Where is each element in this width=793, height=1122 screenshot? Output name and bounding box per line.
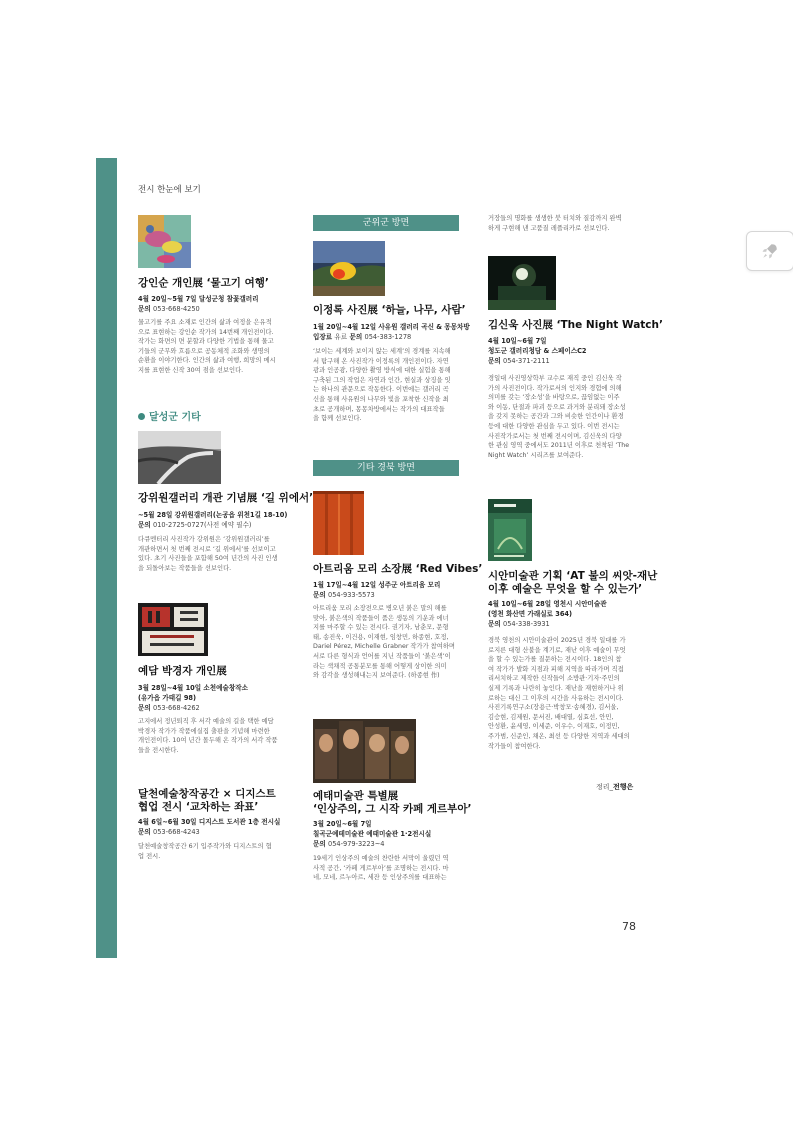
exhibit-date-place: 1월 20일~4월 12일 사유원 갤러리 곡신 & 몽몽차방 <box>313 323 470 331</box>
exhibit-date-place: 1월 17일~4월 12일 성주군 아트리움 모리 <box>313 581 441 589</box>
floating-action-button[interactable] <box>746 231 793 271</box>
section-label: 전시 한눈에 보기 <box>138 185 201 195</box>
exhibit-contact: 문의 054-338-3931 <box>488 620 550 628</box>
rocket-icon <box>761 242 779 260</box>
editor-credit: 정리_전행은 <box>596 783 634 791</box>
artwork-image-wood-carving <box>138 603 208 656</box>
artwork-image-fish-travel <box>138 215 191 268</box>
bullet-dot-icon <box>138 413 145 420</box>
exhibit-title: 예태미술관 특별展 ‘인상주의, 그 시작 카페 게르부아’ <box>313 790 472 815</box>
exhibit-description: 다큐멘터리 사진작가 강위원은 ‘강위원갤러리’를 개관하면서 첫 번째 전시로 ‘길 위에서’를 선보이고 있다. 초기 사진들을 포함해 50여 년간의 사진 인생 을 되돌아보는 작품들을 선보인다. <box>138 536 278 572</box>
exhibit-date-place: 4월 6일~6월 30일 디지스트 도서관 1층 전시실 <box>138 818 281 826</box>
exhibit-contact: 문의 054-979-3223~4 <box>313 840 385 848</box>
region-heading-dalseong: 달성군 기타 <box>138 408 201 423</box>
exhibit-description: 물고기를 주요 소재로 인간의 삶과 여정을 은유적 으로 표현하는 강인순 작가의 14번째 개인전이다. 작가는 화면의 면 분할과 다양한 기법을 통해 물고 기들의 군무와 흐름으로 공동체적 조화와 생명의 순환을 이야기한다. 인간의 삶과 여행, 희망의 메시 지를 표현한 신작 30여 점을 선보인다. <box>138 319 276 374</box>
artwork-image-red-vibes <box>313 491 364 555</box>
exhibit-title: 강인순 개인展 ‘물고기 여행’ <box>138 277 269 289</box>
exhibit-fee-contact: 입장료 유료 문의 054-383-1278 <box>313 333 412 341</box>
exhibit-date-place: 4월 10일~6월 28일 영천시 시안미술관 <box>488 600 607 608</box>
exhibit-description: 경북 영천의 시안미술관이 2025년 경북 일대를 가 로지른 대형 산불을 계기로, 재난 이후 예술이 무엇 을 할 수 있는가를 질문하는 전시이다. 18인의 참 여 작가가 발화 지점과 피해 지역을 따라가며 직접 리서치하고 제작한 신작들이 소방관·기자·주민의 실제 기록과 나란히 놓인다. 재난을 재현하거나 위 로하는 대신 그 이후의 시간을 사유하는 전시이다. 사진기록연구소(장용근·박창모·송혜경), 김서울, 김승현, 김제원, 문서진, 배대열, 심효선, 안민, 안성환, 윤세영, 이세준, 이우수, 이재호, 이정민, 주가범, 신준인, 채온, 최선 등 다양한 지역과 세대의 작가들이 참여한다. <box>488 637 630 750</box>
exhibit-description: 달천예술창작공간 6기 입주작가와 디지스트의 협 업 전시. <box>138 843 272 860</box>
region-banner-other: 기타 경북 방면 <box>313 460 459 476</box>
exhibit-date-place: 3월 28일~4월 10일 소천예술창작소 <box>138 684 249 692</box>
exhibit-date-place-2: 청도군 갤러리청담 & 스페이스C2 <box>488 347 587 355</box>
photo-road-landscape <box>138 431 221 484</box>
exhibit-date-place: 3월 20일~6월 7일 <box>313 820 372 828</box>
exhibit-contact: 문의 010-2725-0727(사전 예약 필수) <box>138 521 252 529</box>
exhibit-date-place: 4월 10일~6월 7일 <box>488 337 547 345</box>
exhibit-title: 강위원갤러리 개관 기념展 ‘길 위에서’ <box>138 492 314 504</box>
exhibit-contact: 문의 053-668-4262 <box>138 704 200 712</box>
photo-landscape-tree <box>313 241 385 296</box>
sidebar-accent-bar <box>96 158 117 958</box>
exhibit-description-continued: 거장들의 명화를 생생한 붓 터치와 질감까지 완벽 하게 구현해 낸 고품질 레플리카로 선보인다. <box>488 215 622 232</box>
exhibit-title: 달천예술창작공간 × 디지스트 협업 전시 ‘교차하는 좌표’ <box>138 788 276 813</box>
page-number: 78 <box>622 920 636 933</box>
photo-night-watch <box>488 256 556 310</box>
exhibit-contact: 문의 053-668-4243 <box>138 828 200 836</box>
exhibit-title: 이정록 사진展 ‘하늘, 나무, 사람’ <box>313 304 466 316</box>
poster-image-seed-of-fire <box>488 499 532 561</box>
exhibit-date-place-2: (영천 화산면 가래실로 364) <box>488 610 573 618</box>
exhibit-date-place: 4월 20일~5월 7일 달성군청 참꽃갤러리 <box>138 295 259 303</box>
exhibit-title: 시안미술관 기획 ‘AT 불의 씨앗-재난 이후 예술은 무엇을 할 수 있는가’ <box>488 570 658 595</box>
exhibit-description: ‘보이는 세계와 보이지 않는 세계’의 경계를 지속해 서 탐구해 온 사진작가 이정록의 개인전이다. 자연 광과 인공광, 다양한 촬영 방식에 대한 실험을 통해 구축된 그의 작업은 자연과 인간, 현실과 상징을 잇 는 하나의 관문으로 작동한다. 이번에는 갤러리 곡 신을 통해 사유원의 나무와 빛을 포착한 신작을 최 초로 공개하며, 몽몽차방에서는 작가의 대표작들 을 함께 선보인다. <box>313 348 451 423</box>
exhibit-date-place-2: (유가읍 가태길 98) <box>138 694 197 702</box>
region-banner-gunwi: 군위군 방면 <box>313 215 459 231</box>
exhibit-date-place-2: 칠곡군예테미술관 예태미술관 1·2전시실 <box>313 830 432 838</box>
exhibit-description: 고지에서 정년퇴직 후 서각 예술의 길을 택한 예담 박경자 작가가 작품에실집 출판을 기념해 마련한 개인전이다. 10여 년간 몰두해 온 작가의 서각 작품 들을 전시한다. <box>138 718 278 754</box>
exhibit-contact: 문의 054-371-2111 <box>488 357 550 365</box>
exhibit-description: 경일대 사진영상학부 교수로 재직 중인 김신욱 작 가의 사진전이다. 작가로서의 인지와 경험에 의해 의미를 갖는 ‘장소성’을 바탕으로, 끊임없는 이주 와 이동, 단절과 파괴 등으로 과거와 분리돼 장소성 을 갖지 못하는 공간과 그와 비슷한 인간이나 환경 등에 대한 다양한 관심을 두고 있다. 이번 전시는 사진작가로서는 첫 번째 전시이며, 김신욱의 다양 한 관심 영역 중에서도 2011년 이후로 천착된 ‘The Night Watch’ 시리즈를 보여준다. <box>488 375 630 459</box>
exhibit-title: 아트리움 모리 소장展 ‘Red Vibes’ <box>313 563 483 575</box>
artwork-image-impressionist-portraits <box>313 719 416 783</box>
exhibit-description: 아트리움 모리 소장전으로 병오년 붉은 말의 해를 맞아, 붉은색의 작품들이 품은 생동의 기운과 에너 지를 마주할 수 있는 전시다. 권기자, 남춘모, 문형 태, 송진욱, 이건용, 이재현, 임창민, 하종현, 호정, Dariel Pérez, Michelle Grabner 작가가 참여하며 서로 다른 형식과 언어를 지닌 작품들이 ‘붉은색’이 라는 색채적 공통분모를 통해 어떻게 상이한 의미 와 감각을 생성해내는지 보여준다. (하종현 作) <box>313 605 455 680</box>
exhibit-description: 19세기 인상주의 예술의 찬란한 서막이 울렸던 역 사적 공간, ‘카페 게르부아’를 조명하는 전시다. 마 네, 모네, 르누아르, 세잔 등 인상주의를 대표하는 <box>313 855 449 882</box>
exhibit-title: 예담 박경자 개인展 <box>138 665 227 677</box>
exhibit-date-place: ~5월 28일 강위원갤러리(논공읍 위천1길 18-10) <box>138 511 288 519</box>
exhibit-contact: 문의 053-668-4250 <box>138 305 200 313</box>
exhibit-contact: 문의 054-933-5573 <box>313 591 375 599</box>
exhibit-title: 김신욱 사진展 ‘The Night Watch’ <box>488 319 663 331</box>
